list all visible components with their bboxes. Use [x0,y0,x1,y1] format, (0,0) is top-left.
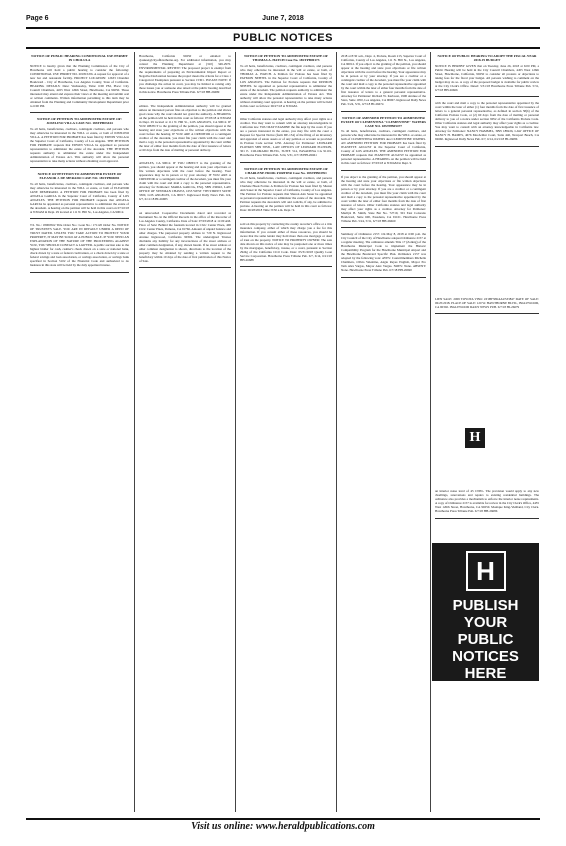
notice [240,117,332,163]
notice-body: with the court and mail a copy to the personal representative appointed by the court within the later of either (1) four months from the date of first issuance of letters to a general personal representative, as defined in section 58(b) of the California Probate Code, or (2) 60 days from the date of mailing or personal delivery to you of a notice under section 9052 of the California Probate Code. Other California statutes and legal authority may affect your rights as a creditor. You may want to consult with an attorney knowledgeable in California law. Attorney for Petitioner: NANCY HAMMEL, SBN 188226, LAW OFFICE OF NANCY H. HAMES, 4676 MacArthur Court, Suite 440, Newport Beach, CA 92660. Inglewood Daily News Pub. 6/7, 6/14, 6/21/18 HI-26686 [435,101,539,141]
ad-line: PUBLIC [457,631,514,648]
notice-body: LIEN SALE: 2009 TOYOTA VIN#: 4T1BF3EK4AU533847 DATE OF SALE: 06/25/2018. PLACE OF SALE: 120 W. HAWTHORNE BLVD., INGLEWOOD, CA 90302. INGLEWOOD DAILY NEWS PUB. 6/7/18 HI-26679 [435,296,539,309]
notice-body: Summary of Ordinance 2157. On May 8, 2018 at 6:00 p.m. the City Council of the City of Hawthorne adopted Ordinance 2157 at a regular meeting. The ordinance amends Title 17 (Zoning) of the Hawthorne Municipal Code to implement the Historic Compatibility Program for the Hawthorne Municipal Airport and the Hawthorne Boulevard Specific Plan. Ordinance 2157 was adopted by the following vote: AYES: Councilmembers Michelle Chambers, Olivia Valentine, Angie Reyes English, Mayor Pro Tem Alex Vargas, Mayor Alex Vargas. NOES: None. ABSENT: None. Hawthorne Press Tribune Pub. 6/7/18 HH-26690 [341,232,426,272]
notice [341,232,426,278]
notice-column-3 [240,54,332,812]
column-divider [430,52,431,812]
ad-line: PUBLISH [452,597,519,614]
notice-body: sold on this property by contacting the county recorder's office or a title insurance company, either of which may charge you a fee for this information. If you consult either of these resources, you should be aware that the same lender may hold more than one mortgage or deed of trust on the property. NOTICE TO PROPERTY OWNER: The sale date shown on this notice of sale may be postponed one or more times by the mortgagee, beneficiary, trustee, or a court, pursuant to Section 2924g of the California Civil Code. Date: 05/31/2018 Quality Loan Service Corporation. Hawthorne Press Tribune Pub. 6/7, 6/14, 6/21/18 HH-26688 [240,221,332,262]
notice [240,54,332,113]
notice-body: To all heirs, beneficiaries, creditors, contingent creditors, and persons who may otherwise be interested in the WILL or estate, or both of JOSELINO VILLA. A PETITION FOR PROBATE has been filed by EDWIN VILLA in the Superior Court of California, County of Los Angeles. THE PETITION FOR PROBATE requests that EDWIN VILLA be appointed as personal representative to administer the estate of the decedent. THE PETITION requests authority to administer the estate under the Independent Administration of Estates Act. This authority will allow the personal representative to take many actions without obtaining court approval. [30,126,129,163]
notice-body: To all heirs, beneficiaries, creditors, contingent creditors, and persons who may otherwise be interested in the will or estate, or both, of THOMAS A. HATCH. A Petition for Probate has been filed by PAYMON NEBTEL in the Superior Court of California, County of LOS ANGELES. The Petition for Probate requests that PAYMON NEBTEL be appointed as personal representative to administer the estate of the decedent. The petition requests authority to administer the estate under the Independent Administration of Estates Act. This authority will allow the personal representative to take many actions without obtaining court approval. A hearing on the petition will be held in this court as follows: 06/27/18 at 8:30AM. [240,63,332,108]
notice [139,54,231,100]
notice-body: To all heirs, beneficiaries, creditors, contingent creditors, and persons who may otherwise be interested in the will or estate, or both, of Charlene Hook Fortier. A Petition for Probate has been filed by Sharon Ann Sauer in the Superior Court of California, County of Los Angeles. The Petition for Probate requests that Sharon Ann Sauer be appointed as personal representative to administer the estate of the decedent. The Petition requests the decedent's will and codicils, if any, be admitted to probate. A hearing on the petition will be held in this court as follows: Date: 06/28/2018 Time: 8:30 a.m. Dept.: 9. [240,176,332,212]
section-title: PUBLIC NOTICES [26,27,540,49]
notice-body: NOTICE IS HEREBY GIVEN that on Tuesday, June 26, 2018 at 6:00 PM, a Public Hearing will be held in the City Council Chambers, 4455 West 126th Street, Hawthorne, California, 90250 to consider all protests or objections to taking fees for the fiscal year budget. All persons wishing to comment on the budget may do so. A copy of the proposed budget is available for public review at the City Clerk's Office. Dated: 5/31/18 Hawthorne Press Tribune Pub. 5/31, 6/7/18 HH-26666 [435,63,539,92]
notice-column-5 [435,54,539,812]
notice [30,54,129,113]
notice [435,489,539,519]
notice-body: edition. The Independent Administration authority will be granted unless an interested person files an objection to the petition and shows good cause why the court should not grant the authority. A HEARING on the petition will be held in this court as follows: 07/03/18 at 8:30AM in Dept. 29 located at 111 N. Hill St., LOS ANGELES, CA 90012. IF YOU OBJECT to the granting of the petition, you should appear at the hearing and state your objections or file written objections with the court before the hearing. IF YOU ARE A CREDITOR or a contingent creditor of the decedent, you must file your claim with the court and mail a copy to the personal representative appointed by the court within the later of either four months from the date of first issuance of letters or 60 days from the date of mailing or personal delivery. [139,103,231,152]
notice-body: Other California statutes and legal authority may affect your rights as a creditor. You may want to consult with an attorney knowledgeable in California law. YOU MAY EXAMINE the file kept by the court. If you are a person interested in the estate, you may file with the court a Request for Special Notice (form DE-154) of the filing of an inventory and appraisal of estate assets or of any petition or account as provided in Probate Code section 1250. Attorney for Petitioner: LEONARD PLOTKIN SBN 58531, LAW OFFICES OF LEONARD PLOTKIN, 301 E. COLORADO BLVD., SUITE 514, PASADENA CA 91101. Hawthorne Press Tribune Pub. 5/24, 5/31, 6/7/18 HH-26661 [240,117,332,157]
notice [30,172,129,219]
column-divider [336,52,337,812]
notice-body: T.S. No.: 18000562 Title Order No.: Loan No.: 171120 Order No. NOTICE OF TRUSTEE'S SALE. YOU ARE IN DEFAULT UNDER A DEED OF TRUST DATED. UNLESS YOU TAKE ACTION TO PROTECT YOUR PROPERTY, IT MAY BE SOLD AT A PUBLIC SALE. IF YOU NEED AN EXPLANATION OF THE NATURE OF THE PROCEEDING AGAINST YOU, YOU SHOULD CONTACT A LAWYER. A public auction sale to the highest bidder for cash, cashier's check drawn on a state or national bank, check drawn by a state or federal credit union, or a check drawn by a state or federal savings and loan association, or savings association, or savings bank specified in Section 5102 of the Financial Code and authorized to do business in this state will be held by the duly appointed trustee. [30,223,129,267]
notice [435,101,539,147]
notice-heading: NOTICE OF PUBLIC HEARING CONDITIONAL USE PERMIT IN CHOLULA [31,54,128,62]
notice-column-1 [30,54,129,812]
notice-body: If you object to the granting of the petition, you should appear at the hearing and state your objections or file written objections with the court before the hearing. Your appearance may be in person or by your attorney. If you are a creditor or a contingent creditor of the decedent, you must file your claim with the court and mail a copy to the personal representative appointed by the court within the later of either four months from the date of first issuance of letters. Other California statutes and legal authority may affect your rights as a creditor. Attorney for Petitioner: Marilyn B. Smith, State Bar No. 72719, 301 East Colorado Boulevard, Suite 600, Pasadena, CA 91101. Hawthorne Press Tribune Pub. 5/24, 5/31, 6/7/18 HH-26660 [341,174,426,223]
issue-date: June 7, 2018 [262,15,304,22]
notice-column-2 [139,54,231,812]
ad-headline [432,597,539,682]
column-divider [134,52,135,812]
herald-logo-icon: H [466,551,506,591]
notice-heading: NOTICE OF AMENDED PETITION TO ADMINISTER ESTATE OF CLEMENTINA "CLEMENTINE" WATERS CASE NO. 18STPB05477 [341,115,426,128]
notice [139,211,231,269]
notice-body: on unrecorded Cooperative Documents dated and recorded as Instrument No. in the Official Records in the office of the Recorder of Los Angeles County, California. Date of Sale: 07/03/2018 at 11:00 AM. Place of Sale: Behind the fountain located in Civic Center Plaza, 400 Civic Center Plaza, Pomona, CA 91766. Amount of unpaid balance and other charges. The purported property address is: 729 N. Inglewood Avenue Inglewood, California 90302. The undersigned Trustee disclaims any liability for any incorrectness of the street address or other common designation, if any, shown herein. If no street address or other common designation is shown, directions to the location of the property may be obtained by sending a written request to the beneficiary within 10 days of the date of first publication of this Notice of Sale. [139,210,231,263]
notice-body: an interior noise level of 45 CNEL. The provision would apply to any new dwellings, renovations and repairs to existing residential buildings. The ordinance also provides a mechanism to enforce the interior noise requirements. A copy of Ordinance 2157 is available for review in the City Clerk's Office, 4455 West 126th Street, Hawthorne, CA 90250. Monique King-Viehland, City Clerk. Hawthorne Press Tribune Pub. 6/7/18 HH-26686 [435,489,539,513]
column-divider [235,52,236,812]
notice-body: ANGELES, CA 90012. IF YOU OBJECT to the granting of the petition, you should appear at the hearing and state your objections or file written objections with the court before the hearing. Your appearance may be in person or by your attorney. IF YOU ARE A CREDITOR or a contingent creditor of the decedent, you must file your claim with the court and mail a copy to the personal representative. Attorney for Petitioner: MARIA GARCIA, ESQ. SBN 236922, LAW OFFICE OF STEEMAN CHAVEZ, 1055 WEST 7TH STREET SUITE 3300, LOS ANGELES, CA 90017. Inglewood Daily News Pub. 6/4, 6/7, 6/11/18 HI-26683 [139,161,231,201]
notice [30,117,129,168]
notice-heading: NOTICE OF PETITION TO ADMINISTER ESTATE OF ELEANOR J. DE MERADO CASE NO. 18STPB04081 [37,172,122,180]
notice-body: To all heirs, beneficiaries, creditors, contingent creditors, and persons who may otherwise be interested in the WILL or estate, or both of ELEANOR JANE DEMERADO. A PETITION FOR PROBATE has been filed by ANGELA GARCIA in the Superior Court of California, County of LOS ANGELES. THE PETITION FOR PROBATE requests that ANGELA GARCIA be appointed as personal representative to administer the estate of the decedent. A hearing on the petition will be held in this court on 07/10/18 at 8:30AM in Dept. 29 located at 111 N. Hill St., Los Angeles, CA 90012. [30,181,129,214]
notice [341,116,426,171]
notice [435,54,539,97]
notice-body: Hawthorne, California 90250 or emailed to cjaskeet@cityofhawthorne.org. For additional information, you may contact the Planning Department at (310) 349-2970. ENVIRONMENTAL REVIEW: The proposed project is exempt from the requirements of preparing an Environmental Impact Report or Negative Declaration because the project meets the criteria for a Class 1 Categorical Exemption pursuant to Section 15301. PLEASE NOTE: If you challenge the action in court, you may be limited to raising only those issues you or someone else raised at the public hearing described in this notice. Hawthorne Press Tribune Pub. 6/7/18 HH-26689 [139,54,231,94]
notice [139,161,231,207]
notice-body: 2018 at 8:30 a.m., Dept. 4, Probate, Room 213, Superior Court of California, County of Los Angeles, 111 N. Hill St., Los Angeles, CA 90012. If you object to the granting of the petition, you should appear at the hearing and state your objections or file written objections with the court before the hearing. Your appearance may be in person or by your attorney. If you are a creditor or a contingent creditor of the decedent, you must file your claim with the court and mail a copy to the personal representative appointed by the court within the later of either four months from the date of first issuance of letters to a general personal representative. Attorney for Petitioner: Richard W. Karlsson, 1900 Avenue of the Stars, Suite 1050, Los Angeles, CA 90067. Inglewood Daily News Pub. 5/24, 5/31, 6/7/18 HI-26674 [341,54,426,106]
notice-heading: NOTICE OF PETITION TO ADMINISTER ESTATE OF THOMAS A. HATCH Case No. 18STPB00173 [244,54,328,62]
herald-logo-icon: H [465,428,485,448]
notice-body: NOTICE is hereby given that the Planning Commission of the City of Hawthorne will hold a public hearing to consider the following: CONDITIONAL USE PERMIT NO. 2018CU06. A request for approval of a new bar and restaurant facility. PROJECT LOCATION: 12633 Chandler Boulevard - City of Hawthorne, Los Angeles County, State of California. HEARING DETAILS: Date: Wednesday, Time: 6:00 PM, Place: City Council Chambers, 4455 West 126th Street, Hawthorne, CA 90250. Those interested may attend and express their views at the meeting and submit oral or written comments. Written information pertaining to this item may be obtained from the Planning and Community Development Department prior to 6:00 PM. [30,63,129,108]
ad-line: NOTICES [452,648,519,665]
notice-column-4 [341,54,426,812]
notice [30,223,129,273]
notice [341,54,426,112]
footer-url[interactable]: Visit us online: www.heraldpublications.com [26,818,540,834]
notice-heading: NOTICE OF PUBLIC HEARING TO ADOPT THE FISCAL YEAR 2018-19 BUDGET [437,54,537,62]
publish-notices-ad[interactable] [432,543,539,681]
ad-line: YOUR [463,614,508,631]
notice [139,104,231,158]
notice-heading: NOTICE OF PETITION TO ADMINISTER ESTATE OF: JOSELINO VILLA CASE NO. 18STPB03444 [37,117,122,125]
notice-heading: NOTICE OF PETITION TO ADMINISTER ESTATE OF CHARLENE HOOK FORTIER Case No. 18STPB04761 [244,166,328,175]
notice [240,167,332,218]
notice [240,222,332,268]
notice [435,297,539,315]
page-number: Page 6 [26,15,49,22]
notice [341,175,426,229]
notice-body: To all heirs, beneficiaries, creditors, contingent creditors, and persons who may otherwise be interested in the WILL or estate, or both of CLEMENTINA WATERS aka CLEMENTINE WATERS. AN AMENDED PETITION FOR PROBATE has been filed by JEANETTE AUGUST in the Superior Court of California, County of LOS ANGELES. THE AMENDED PETITION FOR PROBATE requests that JEANETTE AUGUST be appointed as personal representative. A HEARING on the petition will be held in this court as follows: 07/03/18 at 8:30AM in Dept. 9. [341,129,426,165]
ad-line: HERE [464,665,507,682]
page-header [26,12,540,26]
